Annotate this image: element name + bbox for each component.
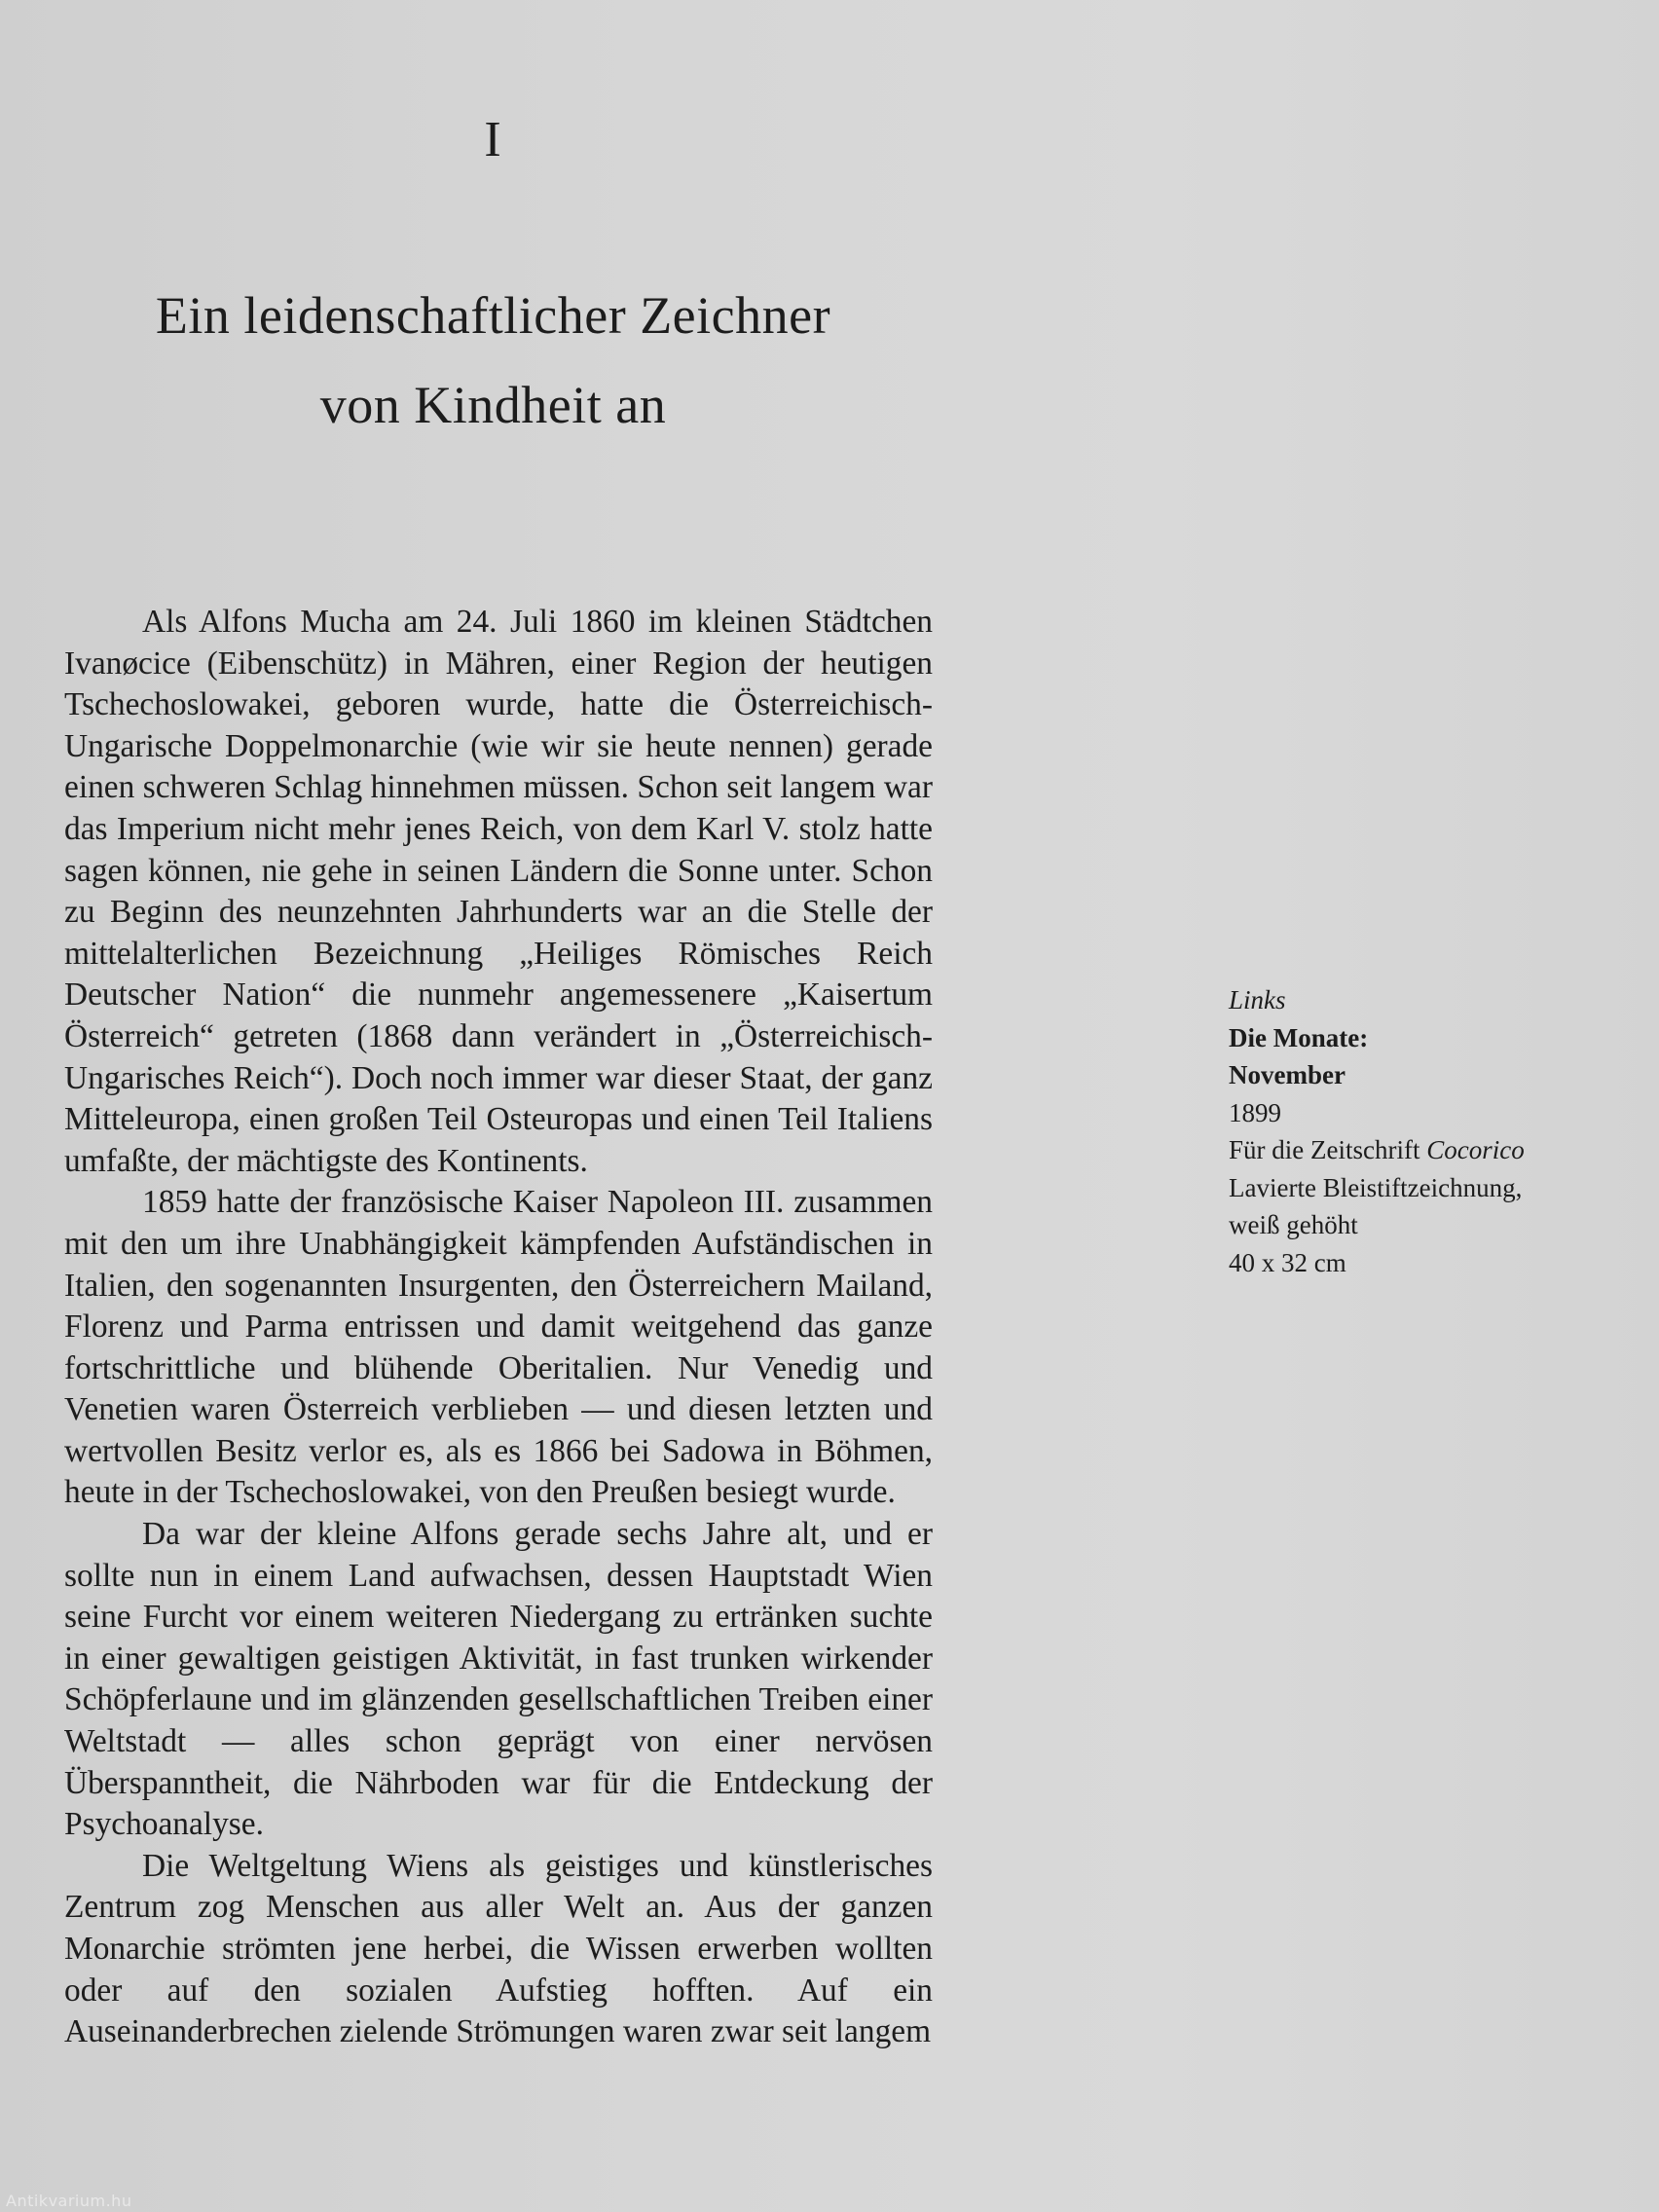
image-caption	[1229, 981, 1579, 1281]
caption-title-line-2: November	[1229, 1060, 1346, 1089]
caption-medium-line-1: Lavierte Bleistiftzeichnung,	[1229, 1172, 1523, 1202]
paragraph-2: 1859 hatte der französische Kaiser Napoleon III. zusammen mit den um ihre Unabhängigkeit kämpfenden Aufständischen in Italien, den sogenannten Insurgenten, den Österreichern Mailand, Florenz und Parma entrissen und damit weitgehend das ganze fortschrittliche und blühende Oberitalien. Nur Venedig und Venetien waren Österreich verblieben — und diesen letzten und wertvollen Besitz verlor es, als es 1866 bei Sadowa in Böhmen, heute in der Tschechoslowakei, von den Preußen besiegt wurde.	[64, 1184, 933, 1511]
watermark: Antikvarium.hu	[6, 2192, 132, 2210]
caption-medium-line-2: weiß gehöht	[1229, 1210, 1358, 1239]
chapter-title-line-1: Ein leidenschaftlicher Zeichner	[155, 286, 831, 345]
paragraph-4: Die Weltgeltung Wiens als geistiges und künstlerisches Zentrum zog Menschen aus aller Welt an. Aus der ganzen Monarchie strömten jene herbei, die Wissen erwerben wollten oder auf den sozialen Aufstieg hofften. Auf ein Auseinanderbrechen zielende Strömungen waren zwar seit langem	[64, 1847, 933, 2050]
paragraph-3: Da war der kleine Alfons gerade sechs Jahre alt, und er sollte nun in einem Land aufwachsen, dessen Hauptstadt Wien seine Furcht vor einem weiteren Niedergang zu ertränken suchte in einer gewaltigen geistigen Aktivität, in fast trunken wirkender Schöpferlaune und im glänzenden gesellschaftlichen Treiben einer Weltstadt — alles schon geprägt von einer nervösen Überspanntheit, die Nährboden war für die Entdeckung der Psychoanalyse.	[64, 1516, 933, 1843]
caption-publication	[1229, 1131, 1579, 1169]
caption-year: 1899	[1229, 1097, 1281, 1127]
caption-title-line-1: Die Monate:	[1229, 1022, 1369, 1052]
chapter-title-line-2: von Kindheit an	[319, 376, 667, 434]
chapter-number: I	[484, 112, 502, 167]
paragraph-1: Als Alfons Mucha am 24. Juli 1860 im kleinen Städtchen Ivanøcice (Eibenschütz) in Mähren, einer Region der heutigen Tschechoslowakei, geboren wurde, hatte die Österreichisch-Ungarische Doppelmonarchie (wie wir sie heute nennen) gerade einen schweren Schlag hinnehmen müssen. Schon seit langem war das Imperium nicht mehr jenes Reich, von dem Karl V. stolz hatte sagen können, nie gehe in seinen Ländern die Sonne unter. Schon zu Beginn des neunzehnten Jahrhunderts war an die Stelle der mittelalterlichen Bezeichnung „Heiliges Römisches Reich Deutscher Nation“ die nunmehr angemessenere „Kaisertum Österreich“ getreten (1868 dann verändert in „Österreichisch-Ungarisches Reich“). Doch noch immer war dieser Staat, der ganz Mitteleuropa, einen großen Teil Osteuropas und einen Teil Italiens umfaßte, der mächtigste des Kontinents.	[64, 604, 933, 1179]
caption-dimensions: 40 x 32 cm	[1229, 1247, 1346, 1277]
caption-publication-name: Cocorico	[1426, 1135, 1525, 1164]
caption-position-label: Links	[1229, 985, 1286, 1014]
chapter-title	[0, 271, 986, 450]
caption-publication-prefix: Für die Zeitschrift	[1229, 1135, 1427, 1164]
body-text	[64, 602, 933, 2053]
